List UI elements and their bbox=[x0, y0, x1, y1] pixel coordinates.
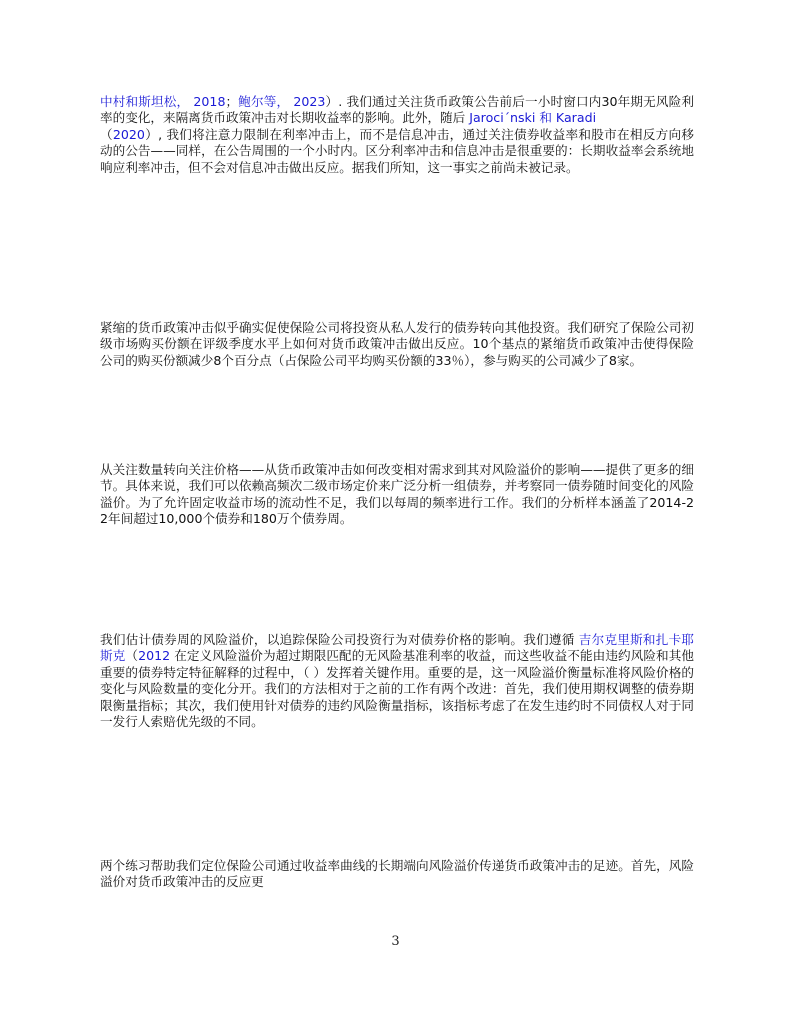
paragraph-1 bbox=[100, 94, 694, 176]
paragraph-1-text-a: ）. 我们通过关注货币政策公告前后一小时窗口内30年期无风险利率的变化，来隔离货币政策冲击对长期收益率的影响。此外，随后 bbox=[100, 94, 694, 126]
citation-open-paren: （ bbox=[100, 126, 113, 142]
paragraph-2-text: 紧缩的货币政策冲击似乎确实促使保险公司将投资从私人发行的债券转向其他投资。我们研究了保险公司初级市场购买份额在评级季度水平上如何对货币政策冲击做出反应。10个基点的紧缩货币政策冲击使得保险公司的购买份额减少8个百分点（占保险公司平均购买份额的33％），参与购买的公司减少了8家。 bbox=[100, 320, 694, 368]
paragraph-5-text: 两个练习帮助我们定位保险公司通过收益率曲线的长期端向风险溢价传递货币政策冲击的足迹。首先，风险溢价对货币政策冲击的反应更 bbox=[100, 858, 694, 890]
citation-gilchrist-zakrajsek[interactable]: 吉尔克里斯和扎卡耶斯克 bbox=[100, 632, 694, 664]
paragraph-4 bbox=[100, 632, 694, 730]
page-number: 3 bbox=[391, 934, 400, 949]
citation-jarocinski-karadi[interactable]: Jaroci´nski 和 Karadi bbox=[469, 110, 597, 126]
citation-nakamura-steinsson[interactable]: 中村和斯坦松， 2018 bbox=[100, 94, 226, 109]
paragraph-3-text: 从关注数量转向关注价格——从货币政策冲击如何改变相对需求到其对风险溢价的影响——提供了更多的细节。具体来说，我们可以依赖高频次二级市场定价来广泛分析一组债券，并考察同一债券随时间变化的风险溢价。为了允许固定收益市场的流动性不足，我们以每周的频率进行工作。我们的分析样本涵盖了2014-22年间超过10,000个债券和180万个债券周。 bbox=[100, 462, 694, 527]
citation-open-paren: （ bbox=[125, 648, 139, 664]
paragraph-4-text-a: 我们估计债券周的风险溢价，以追踪保险公司投资行为对债券价格的影响。我们遵循 bbox=[100, 632, 579, 647]
paragraph-4-text-b: 在定义风险溢价为超过期限匹配的无风险基准利率的收益，而这些收益不能由违约风险和其他重要的债券特定特征解释的过程中，（ ）发挥着关键作用。重要的是，这一风险溢价衡量标准将风险价格的变化与风险数量的变化分开。我们的方法相对于之前的工作有两个改进：首先，我们使用期权调整的债券期限衡量指标；其次，我们使用针对债券的违约风险衡量指标，该指标考虑了在发生违约时不同债权人对于同一发行人索赔优先级的不同。 bbox=[100, 648, 695, 730]
paragraph-5 bbox=[100, 858, 694, 891]
paragraph-1-text-b: ）, 我们将注意力限制在利率冲击上，而不是信息冲击，通过关注债券收益率和股市在相反方向移动的公告——同样，在公告周围的一个小时内。区分利率冲击和信息冲击是很重要的：长期收益率会系统地响应利率冲击，但不会对信息冲击做出反应。据我们所知，这一事实之前尚未被记录。 bbox=[100, 126, 695, 175]
citation-bauer[interactable]: 鲍尔等， 2023 bbox=[238, 94, 326, 109]
citation-separator: ； bbox=[225, 94, 239, 109]
paragraph-2 bbox=[100, 320, 694, 369]
citation-year-2020[interactable]: 2020 bbox=[112, 126, 145, 142]
citation-year-2012[interactable]: 2012 bbox=[138, 648, 171, 664]
paragraph-3 bbox=[100, 462, 694, 528]
